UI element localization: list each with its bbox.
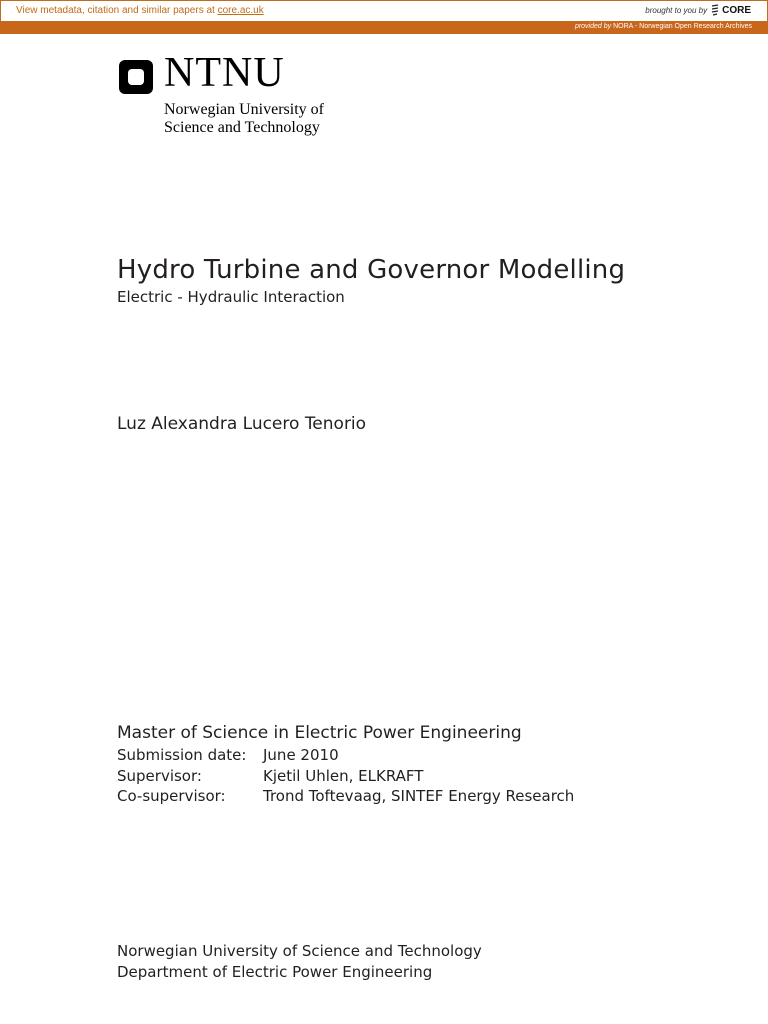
detail-label: Co-supervisor:: [117, 787, 226, 805]
degree-program: Master of Science in Electric Power Engineering: [117, 723, 522, 743]
detail-label: Submission date:: [117, 746, 247, 764]
core-label: CORE: [722, 4, 751, 16]
core-link[interactable]: core.ac.uk: [217, 5, 264, 16]
ntnu-mark-icon: [119, 60, 153, 94]
department-name: Department of Electric Power Engineering: [117, 963, 433, 981]
core-banner: [0, 0, 768, 22]
core-metadata-text: View metadata, citation and similar papers at: [16, 5, 215, 16]
thesis-author: Luz Alexandra Lucero Tenorio: [117, 414, 367, 434]
thesis-subtitle: Electric - Hydraulic Interaction: [117, 288, 345, 306]
ntnu-logo-line1: Norwegian University of: [164, 101, 324, 118]
ntnu-logo-subtitle: [164, 101, 324, 137]
thesis-title: Hydro Turbine and Governor Modelling: [117, 255, 626, 285]
detail-label: Supervisor:: [117, 766, 202, 785]
detail-value: June 2010: [263, 746, 339, 764]
ntnu-wordmark: NTNU: [164, 50, 285, 96]
core-banner-right[interactable]: [645, 4, 751, 16]
provided-prefix: provided by: [574, 23, 612, 30]
institution-block: [117, 942, 482, 984]
brought-by-text: brought to you by: [645, 5, 708, 15]
detail-value: Kjetil Uhlen, ELKRAFT: [263, 766, 424, 785]
core-logo[interactable]: [710, 4, 751, 16]
institution-name: Norwegian University of Science and Technology: [117, 942, 482, 960]
detail-value: Trond Toftevaag, SINTEF Energy Research: [263, 787, 575, 805]
provided-by-bar: [0, 22, 768, 34]
ntnu-logo-line2: Science and Technology: [164, 119, 320, 136]
provided-by-text[interactable]: [575, 23, 752, 30]
provided-source: NORA - Norwegian Open Research Archives: [613, 23, 752, 30]
core-icon: [710, 4, 720, 16]
core-banner-left: [16, 5, 264, 16]
